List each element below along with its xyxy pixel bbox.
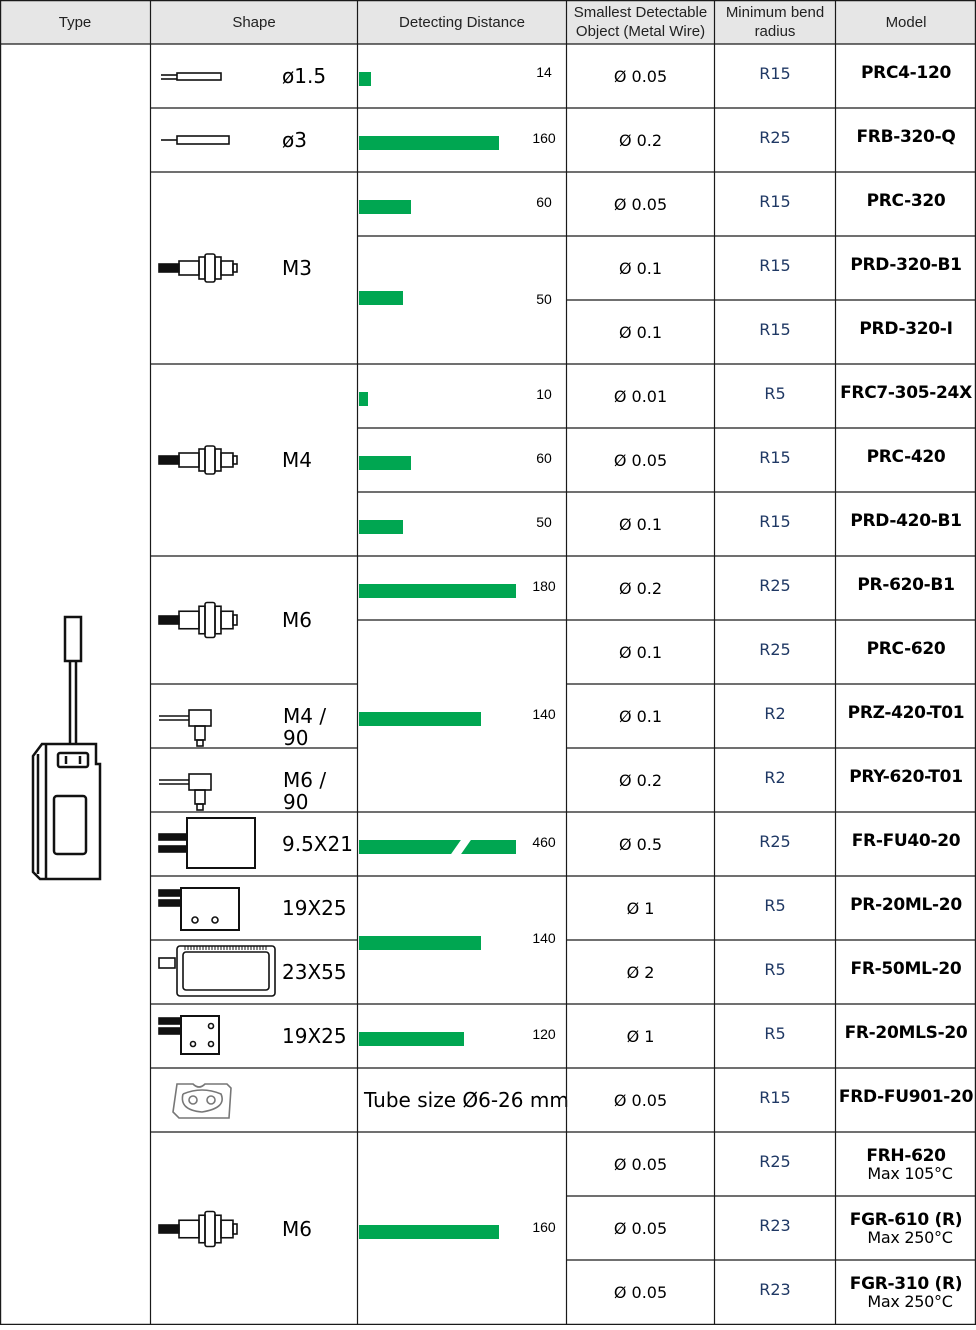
smallest-object-cell bbox=[567, 940, 714, 1004]
smallest-object-cell-text: Ø 0.2 bbox=[618, 770, 663, 790]
distance-bar bbox=[359, 584, 516, 598]
header-smallest-line2: Object (Metal Wire) bbox=[575, 23, 706, 40]
model-cell bbox=[836, 1004, 976, 1068]
model-cell-text: FR-FU40-20 bbox=[851, 831, 961, 851]
shape-cell bbox=[151, 748, 357, 812]
distance-bar bbox=[359, 136, 499, 150]
distance-bar bbox=[359, 456, 411, 470]
header-smallest-line1: Smallest Detectable bbox=[573, 4, 708, 21]
model-cell-text: PR-20ML-20 bbox=[850, 895, 962, 915]
model-cell-text: FRH-620 bbox=[866, 1145, 946, 1166]
model-cell-text: PR-620-B1 bbox=[857, 575, 955, 595]
shape-cell bbox=[151, 1132, 357, 1325]
shape-label: M4 / 90 bbox=[283, 704, 327, 750]
bend-radius-cell bbox=[715, 1196, 835, 1260]
bend-radius-cell bbox=[715, 428, 835, 492]
shape-label: 19X25 bbox=[282, 1024, 347, 1048]
model-cell bbox=[836, 1132, 976, 1196]
bend-radius-cell bbox=[715, 1132, 835, 1196]
smallest-object-cell bbox=[567, 172, 714, 236]
bend-radius-cell bbox=[715, 556, 835, 620]
model-cell bbox=[836, 556, 976, 620]
shape-cell bbox=[151, 1068, 357, 1132]
bend-radius-cell-text: R5 bbox=[764, 895, 786, 915]
distance-bar bbox=[359, 1032, 464, 1046]
shape-cell bbox=[151, 812, 357, 876]
model-cell-text: PRD-320-B1 bbox=[850, 255, 962, 275]
shape-cell bbox=[151, 108, 357, 172]
shape-label: 9.5X21 bbox=[282, 832, 353, 856]
model-cell bbox=[836, 172, 976, 236]
smallest-object-cell-text: Ø 0.05 bbox=[613, 1090, 668, 1110]
bend-radius-cell bbox=[715, 1068, 835, 1132]
bend-radius-cell-text: R15 bbox=[759, 191, 791, 211]
distance-note: Tube size Ø6-26 mm bbox=[364, 1088, 569, 1112]
bend-radius-cell bbox=[715, 172, 835, 236]
bend-radius-cell bbox=[715, 300, 835, 364]
bend-radius-cell-text: R23 bbox=[759, 1280, 791, 1299]
model-cell bbox=[836, 364, 976, 428]
model-cell-text: PRY-620-T01 bbox=[849, 767, 963, 787]
bend-radius-cell bbox=[715, 1004, 835, 1068]
distance-value: 50 bbox=[536, 291, 552, 307]
bend-radius-cell bbox=[715, 236, 835, 300]
smallest-object-cell bbox=[567, 876, 714, 940]
square-head-icon bbox=[159, 814, 279, 874]
bend-radius-cell bbox=[715, 940, 835, 1004]
model-cell-text: PRC4-120 bbox=[861, 63, 951, 83]
distance-cell bbox=[358, 172, 566, 236]
distance-bar bbox=[359, 936, 481, 950]
model-cell bbox=[836, 1068, 976, 1132]
header-radius bbox=[715, 0, 835, 44]
smallest-object-cell bbox=[567, 364, 714, 428]
distance-cell bbox=[358, 108, 566, 172]
bend-radius-cell-text: R15 bbox=[759, 319, 791, 339]
bend-radius-cell-text: R25 bbox=[759, 639, 791, 659]
model-cell bbox=[836, 492, 976, 556]
m4-threaded-head-icon bbox=[159, 430, 279, 490]
shape-label: M6 / 90 bbox=[283, 768, 327, 814]
smallest-object-cell-text: Ø 1 bbox=[626, 898, 655, 918]
distance-value: 160 bbox=[532, 1218, 556, 1235]
bend-radius-cell-text: R5 bbox=[764, 383, 786, 403]
smallest-object-cell bbox=[567, 1004, 714, 1068]
bend-radius-cell-text: R25 bbox=[759, 127, 791, 147]
model-cell bbox=[836, 108, 976, 172]
distance-value: 120 bbox=[532, 1026, 556, 1042]
smallest-object-cell-text: Ø 0.05 bbox=[613, 450, 668, 470]
distance-cell bbox=[358, 812, 566, 876]
smallest-object-cell bbox=[567, 1196, 714, 1260]
model-cell bbox=[836, 236, 976, 300]
bend-radius-cell bbox=[715, 620, 835, 684]
header-model bbox=[836, 0, 976, 44]
shape-cell bbox=[151, 1004, 357, 1068]
distance-bar bbox=[359, 520, 403, 534]
distance-bar bbox=[359, 840, 516, 854]
smallest-object-cell-text: Ø 0.01 bbox=[613, 386, 668, 406]
bend-radius-cell bbox=[715, 684, 835, 748]
bend-radius-cell bbox=[715, 812, 835, 876]
model-cell-text: FGR-310 (R) bbox=[849, 1274, 963, 1294]
shape-cell bbox=[151, 940, 357, 1004]
model-cell bbox=[836, 44, 976, 108]
distance-cell bbox=[358, 364, 566, 428]
shape-label: 19X25 bbox=[282, 896, 347, 920]
header-shape-label: Shape bbox=[232, 13, 276, 31]
distance-cell bbox=[358, 1004, 566, 1068]
model-cell bbox=[836, 300, 976, 364]
shape-cell bbox=[151, 44, 357, 108]
bend-radius-cell-text: R15 bbox=[759, 63, 791, 83]
bend-radius-cell-text: R25 bbox=[759, 831, 791, 851]
model-cell bbox=[836, 748, 976, 812]
header-radius-line2: radius bbox=[754, 23, 796, 40]
tube-icon bbox=[159, 110, 279, 170]
smallest-object-cell-text: Ø 0.1 bbox=[618, 258, 663, 278]
smallest-object-cell bbox=[567, 1068, 714, 1132]
shape-label: M3 bbox=[282, 256, 312, 280]
model-cell-text: FRC7-305-24X bbox=[840, 383, 972, 403]
smallest-object-cell-text: Ø 0.05 bbox=[613, 194, 668, 214]
smallest-object-cell bbox=[567, 1260, 714, 1325]
model-cell bbox=[836, 620, 976, 684]
bend-radius-cell-text: R15 bbox=[759, 511, 791, 531]
model-cell-text: FRD-FU901-20 bbox=[838, 1087, 974, 1107]
m6-threaded-head-icon bbox=[159, 590, 279, 650]
header-radius-line1: Minimum bend bbox=[725, 4, 825, 21]
distance-bar bbox=[359, 72, 371, 86]
smallest-object-cell-text: Ø 0.2 bbox=[618, 578, 663, 598]
smallest-object-cell bbox=[567, 812, 714, 876]
distance-bar bbox=[359, 200, 411, 214]
bend-radius-cell bbox=[715, 108, 835, 172]
distance-value: 140 bbox=[532, 706, 556, 722]
bend-radius-cell bbox=[715, 748, 835, 812]
smallest-object-cell-text: Ø 0.1 bbox=[618, 514, 663, 534]
bend-radius-cell bbox=[715, 876, 835, 940]
model-cell-text: FRB-320-Q bbox=[856, 127, 956, 147]
distance-value: 60 bbox=[536, 450, 552, 466]
smallest-object-cell-text: Ø 0.1 bbox=[618, 706, 663, 726]
model-cell-text: FGR-610 (R) bbox=[849, 1209, 963, 1230]
distance-bar bbox=[359, 392, 368, 406]
model-cell bbox=[836, 940, 976, 1004]
shape-cell bbox=[151, 876, 357, 940]
bend-radius-cell bbox=[715, 44, 835, 108]
distance-cell bbox=[358, 44, 566, 108]
bend-radius-cell-text: R25 bbox=[759, 575, 791, 595]
distance-value: 140 bbox=[532, 930, 556, 946]
m3-threaded-head-icon bbox=[159, 238, 279, 298]
shape-label: M4 bbox=[282, 448, 312, 472]
model-cell bbox=[836, 876, 976, 940]
bend-radius-cell-text: R25 bbox=[759, 1151, 791, 1171]
model-cell-text: PRC-420 bbox=[866, 447, 946, 467]
bend-radius-cell-text: R2 bbox=[764, 703, 786, 723]
header-shape bbox=[151, 0, 357, 44]
tube-clamp-icon bbox=[159, 1070, 279, 1130]
model-cell-text: PRD-420-B1 bbox=[850, 511, 962, 531]
right-angle-head-icon bbox=[159, 686, 279, 746]
distance-cell bbox=[358, 1132, 566, 1325]
model-cell-text: PRD-320-I bbox=[859, 319, 953, 339]
shape-label: ø3 bbox=[282, 128, 307, 152]
smallest-object-cell bbox=[567, 428, 714, 492]
model-cell bbox=[836, 684, 976, 748]
smallest-object-cell-text: Ø 0.5 bbox=[618, 834, 663, 854]
distance-cell bbox=[358, 236, 566, 364]
shape-label: M6 bbox=[282, 1216, 312, 1241]
smallest-object-cell bbox=[567, 620, 714, 684]
wide-head-icon bbox=[159, 942, 279, 1002]
distance-bar bbox=[359, 291, 403, 305]
model-cell bbox=[836, 1196, 976, 1260]
distance-cell bbox=[358, 876, 566, 1004]
shape-label: 23X55 bbox=[282, 960, 347, 984]
distance-cell bbox=[358, 428, 566, 492]
distance-value: 180 bbox=[532, 578, 556, 594]
distance-bar bbox=[359, 712, 481, 726]
bend-radius-cell bbox=[715, 364, 835, 428]
bend-radius-cell bbox=[715, 1260, 835, 1325]
shape-cell bbox=[151, 556, 357, 684]
model-cell-text: PRC-320 bbox=[866, 191, 946, 211]
distance-bar bbox=[359, 1225, 499, 1239]
model-cell bbox=[836, 428, 976, 492]
bend-radius-cell-text: R15 bbox=[759, 447, 791, 467]
distance-cell bbox=[358, 620, 566, 812]
header-type bbox=[0, 0, 150, 44]
smallest-object-cell bbox=[567, 748, 714, 812]
distance-value: 460 bbox=[532, 834, 556, 850]
shape-cell bbox=[151, 172, 357, 364]
bend-radius-cell-text: R15 bbox=[759, 255, 791, 275]
shape-cell bbox=[151, 364, 357, 556]
header-smallest bbox=[567, 0, 714, 44]
smallest-object-cell bbox=[567, 108, 714, 172]
smallest-object-cell-text: Ø 0.05 bbox=[613, 66, 668, 86]
distance-cell bbox=[358, 1068, 569, 1132]
smallest-object-cell-text: Ø 0.05 bbox=[613, 1218, 668, 1238]
distance-cell bbox=[358, 492, 566, 556]
bend-radius-cell-text: R2 bbox=[764, 767, 786, 787]
smallest-object-cell bbox=[567, 1132, 714, 1196]
shape-label: ø1.5 bbox=[282, 64, 327, 88]
model-cell bbox=[836, 812, 976, 876]
bend-radius-cell bbox=[715, 492, 835, 556]
smallest-object-cell-text: Ø 0.05 bbox=[613, 1283, 668, 1302]
smallest-object-cell-text: Ø 2 bbox=[626, 962, 655, 982]
smallest-object-cell bbox=[567, 236, 714, 300]
fiber-amplifier-icon bbox=[0, 44, 150, 1325]
max-temp-note: Max 250°C bbox=[867, 1227, 953, 1247]
rect-head-icon bbox=[159, 878, 279, 938]
bend-radius-cell-text: R15 bbox=[759, 1087, 791, 1107]
distance-value: 10 bbox=[536, 386, 552, 402]
smallest-object-cell bbox=[567, 492, 714, 556]
distance-value: 160 bbox=[532, 130, 556, 146]
smallest-object-cell-text: Ø 1 bbox=[626, 1026, 655, 1046]
distance-cell bbox=[358, 556, 566, 620]
header-type-label: Type bbox=[58, 13, 92, 31]
shape-label: M6 bbox=[282, 608, 312, 632]
max-temp-note: Max 105°C bbox=[867, 1163, 953, 1183]
thin-tube-icon bbox=[159, 46, 279, 106]
right-angle-head-icon bbox=[159, 750, 279, 810]
smallest-object-cell bbox=[567, 44, 714, 108]
smallest-object-cell-text: Ø 0.1 bbox=[618, 642, 663, 662]
smallest-object-cell-text: Ø 0.05 bbox=[613, 1154, 668, 1174]
smallest-object-cell bbox=[567, 684, 714, 748]
smallest-object-cell bbox=[567, 300, 714, 364]
distance-value: 14 bbox=[536, 64, 552, 80]
smallest-object-cell bbox=[567, 556, 714, 620]
model-cell-text: FR-50ML-20 bbox=[850, 959, 962, 979]
model-cell-text: PRZ-420-T01 bbox=[847, 703, 965, 723]
model-cell-text: FR-20MLS-20 bbox=[844, 1023, 968, 1043]
distance-value: 50 bbox=[536, 514, 552, 530]
header-model-label: Model bbox=[885, 13, 927, 31]
header-distance bbox=[358, 0, 566, 44]
smallest-object-cell-text: Ø 0.2 bbox=[618, 130, 663, 150]
max-temp-note: Max 250°C bbox=[867, 1292, 953, 1311]
model-cell bbox=[836, 1260, 976, 1325]
distance-value: 60 bbox=[536, 194, 552, 210]
type-cell bbox=[0, 44, 150, 1325]
small-rect-head-icon bbox=[159, 1006, 279, 1066]
bend-radius-cell-text: R5 bbox=[764, 1023, 786, 1043]
bend-radius-cell-text: R5 bbox=[764, 959, 786, 979]
shape-cell bbox=[151, 684, 357, 748]
model-cell-text: PRC-620 bbox=[866, 639, 946, 659]
m6-high-temp-head-icon bbox=[159, 1199, 279, 1259]
smallest-object-cell-text: Ø 0.1 bbox=[618, 322, 663, 342]
header-distance-label: Detecting Distance bbox=[399, 13, 525, 31]
bend-radius-cell-text: R23 bbox=[759, 1215, 791, 1235]
